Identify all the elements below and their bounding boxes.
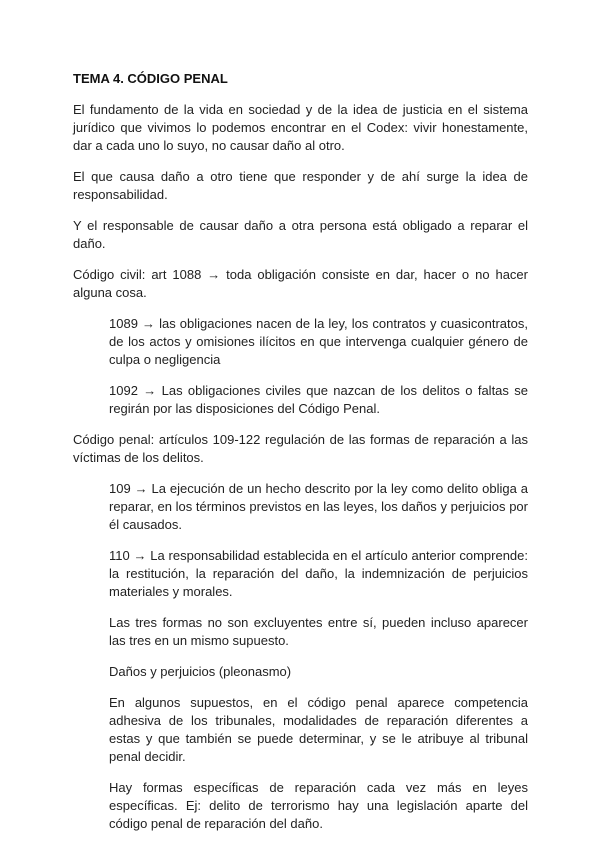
paragraph-pleonasmo: Daños y perjuicios (pleonasmo) [109, 664, 292, 679]
paragraph-reparar: Y el responsable de causar daño a otra persona está obligado a reparar el daño. [73, 218, 528, 251]
paragraph-tres-formas: Las tres formas no son excluyentes entre sí, pueden incluso aparecer las tres en un mismo supuesto. [109, 615, 528, 648]
document-title: TEMA 4. CÓDIGO PENAL [73, 71, 228, 86]
paragraph-competencia-adhesiva: En algunos supuestos, en el código penal aparece competencia adhesiva de los tribunales, modalidades de reparación diferentes a estas y que también se puede determinar, y se le atribuye al tribunal penal decidir. [109, 695, 528, 764]
paragraph-codigo-penal: Código penal: artículos 109-122 regulación de las formas de reparación a las víctimas de los delitos. [73, 432, 528, 465]
paragraph-art-1092: 1092 → Las obligaciones civiles que nazcan de los delitos o faltas se regirán por las disposiciones del Código Penal. [109, 383, 528, 416]
paragraph-leyes-especificas: Hay formas específicas de reparación cada vez más en leyes específicas. Ej: delito de terrorismo hay una legislación aparte del código penal de reparación del daño. [109, 780, 528, 831]
paragraph-codigo-civil: Código civil: art 1088 → toda obligación consiste en dar, hacer o no hacer alguna cosa. [73, 267, 528, 300]
paragraph-responsabilidad: El que causa daño a otro tiene que responder y de ahí surge la idea de responsabilidad. [73, 169, 528, 202]
paragraph-art-110: 110 → La responsabilidad establecida en el artículo anterior comprende: la restitución, la reparación del daño, la indemnización de perjuicios materiales y morales. [109, 548, 528, 599]
paragraph-art-109: 109 → La ejecución de un hecho descrito por la ley como delito obliga a reparar, en los términos previstos en las leyes, los daños y perjuicios por él causados. [109, 481, 528, 532]
paragraph-fundamento: El fundamento de la vida en sociedad y de la idea de justicia en el sistema jurídico que vivimos lo podemos encontrar en el Codex: vivir honestamente, dar a cada uno lo suyo, no causar daño al otro. [73, 102, 528, 153]
paragraph-art-1089: 1089 → las obligaciones nacen de la ley, los contratos y cuasicontratos, de los actos y omisiones ilícitos en que intervenga cualquier género de culpa o negligencia [109, 316, 528, 367]
